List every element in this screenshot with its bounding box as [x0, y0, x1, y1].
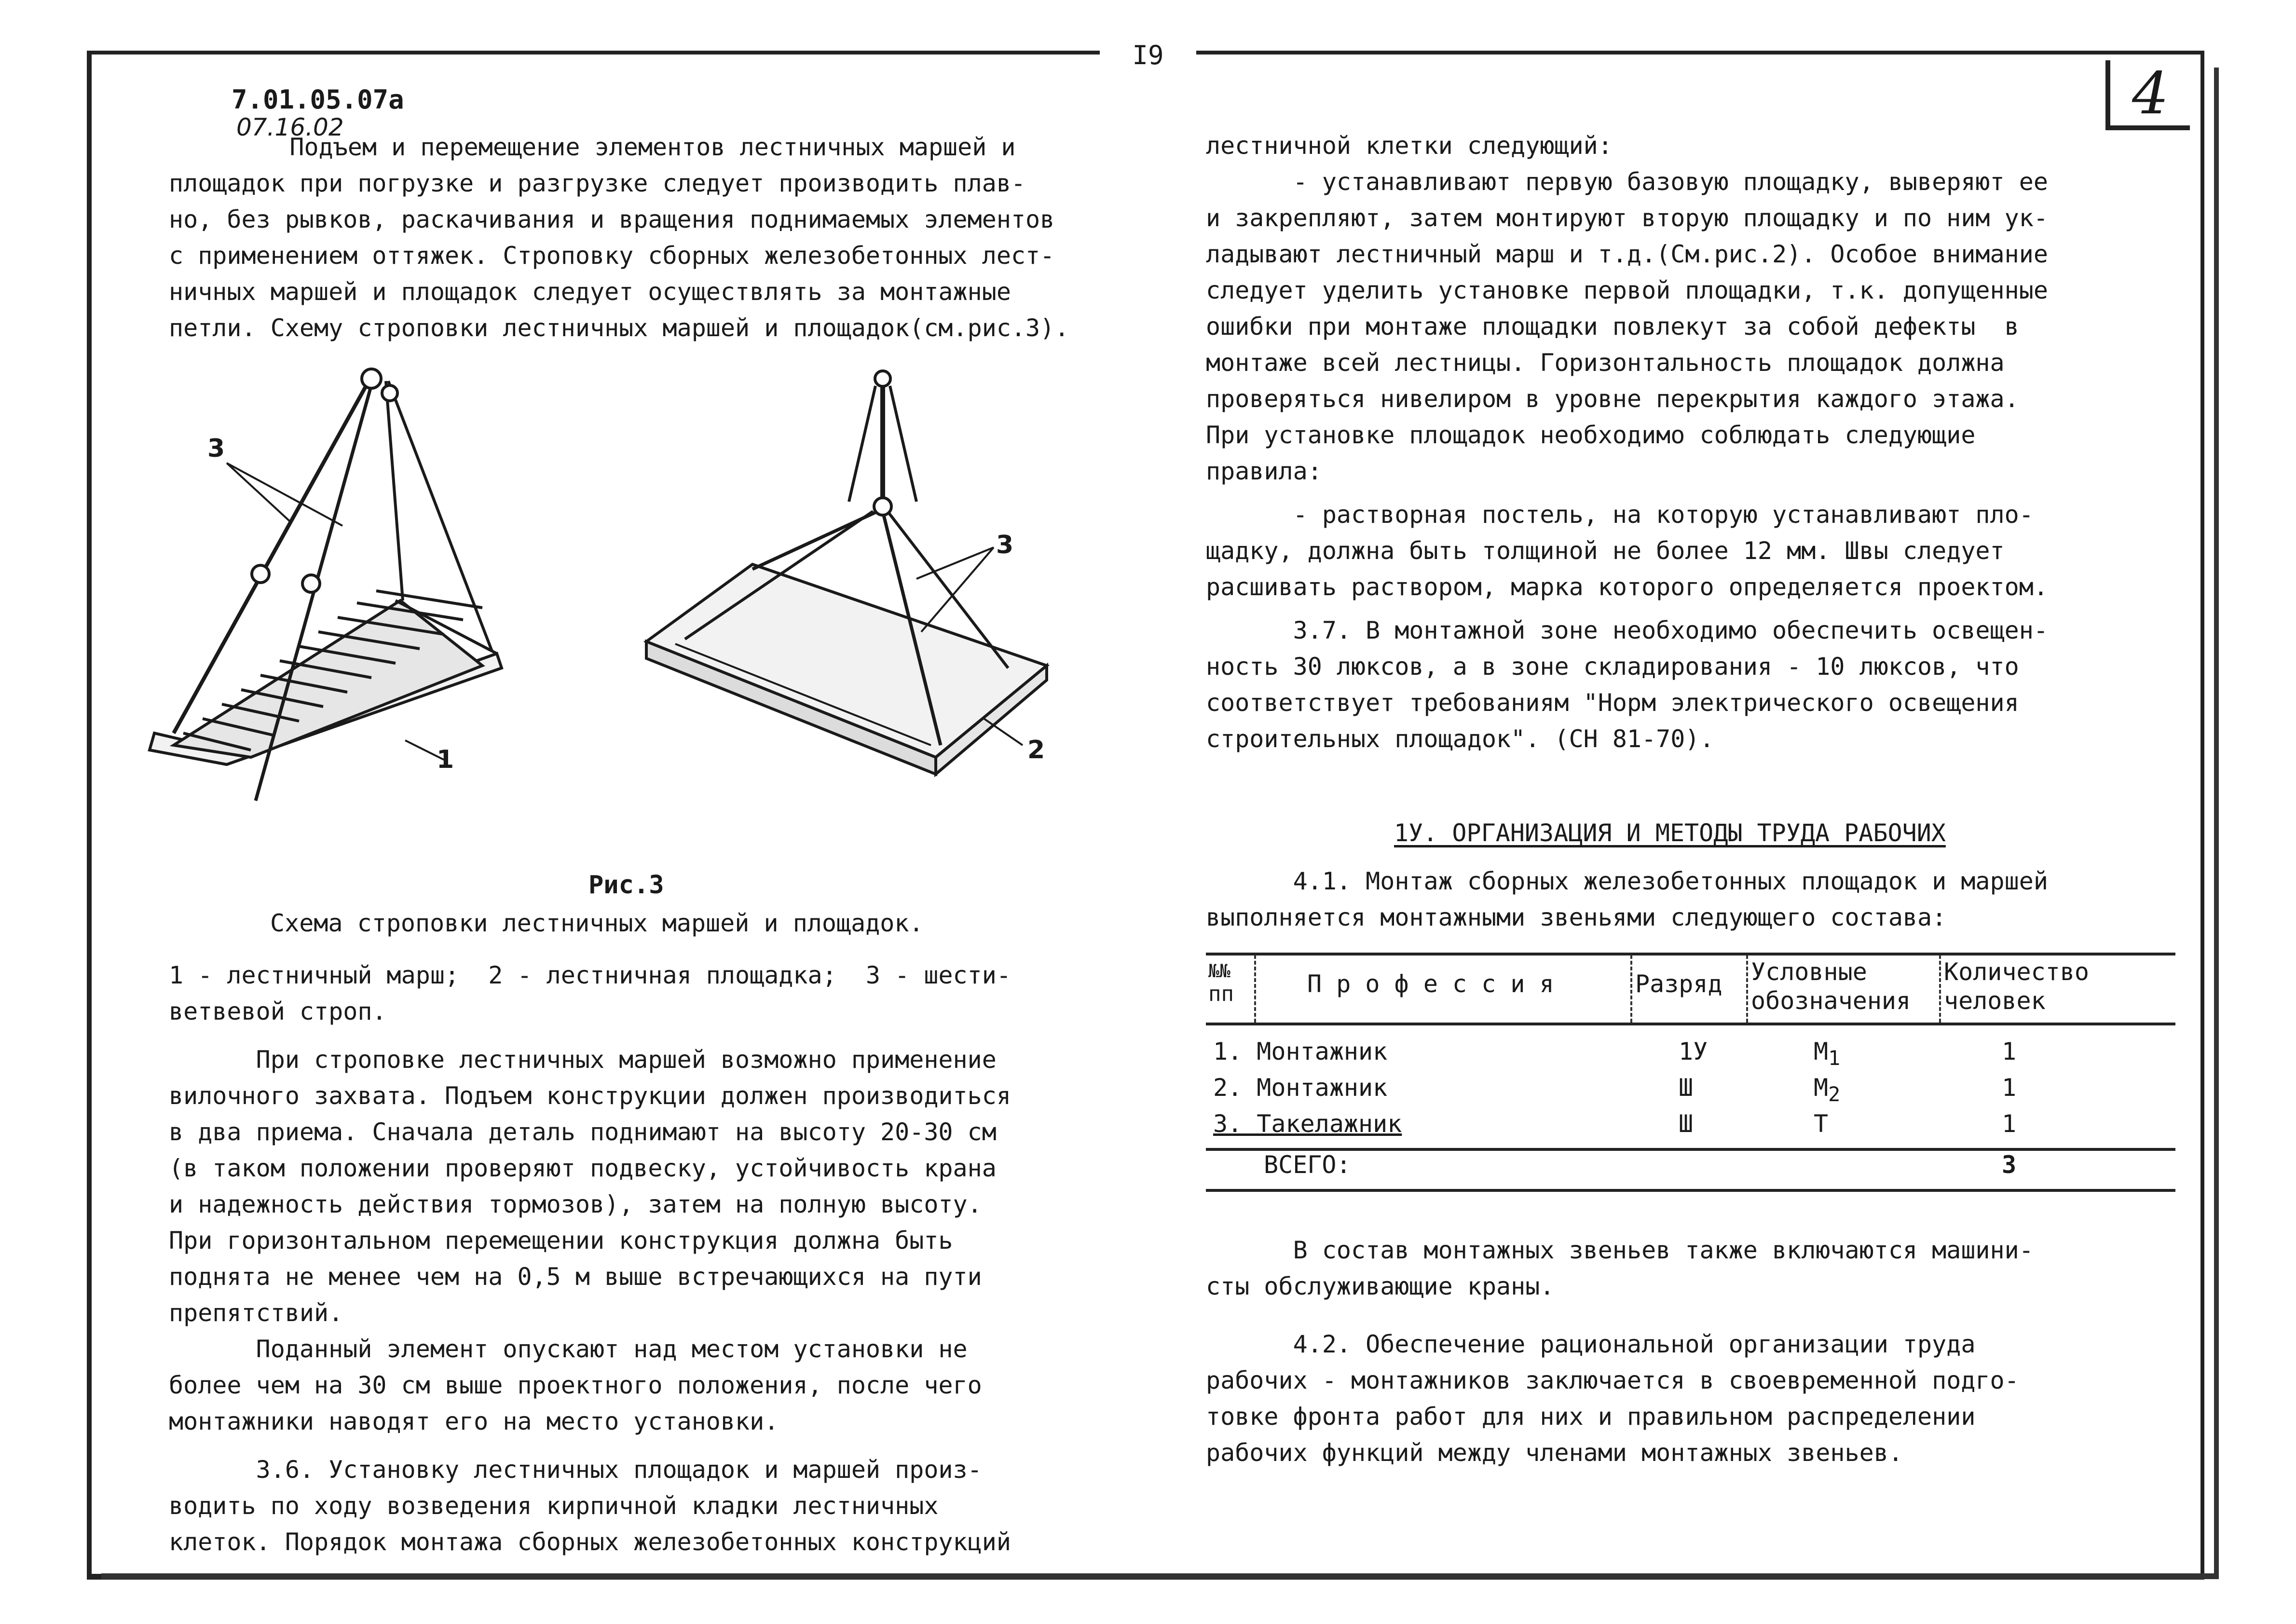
landing-drawing	[646, 371, 1047, 774]
text-line: 4.1. Монтаж сборных железобетонных площадок и маршей	[1206, 867, 2048, 895]
text-line: рабочих - монтажников заключается в своевременной подго-	[1206, 1366, 2019, 1394]
text-line: лестничной клетки следующий:	[1206, 132, 1613, 160]
table-total-rule	[1206, 1148, 2175, 1151]
text-line: При установке площадок необходимо соблюдать следующие	[1206, 421, 1976, 449]
row-symbol	[1814, 1073, 1840, 1109]
text-line: поднята не менее чем на 0,5 м выше встречающихся на пути	[169, 1263, 982, 1291]
row-profession: 3. Такелажник	[1213, 1110, 1402, 1138]
text-line: - устанавливают первую базовую площадку, выверяют ее	[1206, 168, 2048, 196]
figure-caption: Схема строповки лестничных маршей и площадок.	[270, 909, 924, 937]
text-line: - растворная постель, на которую устанавливают пло-	[1206, 501, 2034, 529]
text-line: ладывают лестничный марш и т.д.(См.рис.2). Особое внимание	[1206, 240, 2048, 268]
symbol-subscript: 1	[1828, 1046, 1841, 1070]
table-bottom-rule	[1206, 1189, 2175, 1192]
header-symbol-line1: Условные	[1751, 958, 1867, 986]
stair-callout-label: 3	[207, 434, 225, 463]
table-header-rule	[1206, 1023, 2175, 1025]
symbol-subscript: 2	[1828, 1082, 1841, 1106]
text-line: В состав монтажных звеньев также включаются машини-	[1206, 1236, 2034, 1264]
text-line: (в таком положении проверяют подвеску, устойчивость крана	[169, 1154, 997, 1182]
text-line: следует уделить установке первой площадки, т.к. допущенные	[1206, 276, 2048, 304]
symbol-letter: Т	[1814, 1110, 1829, 1138]
row-grade: Ш	[1679, 1074, 1694, 1102]
row-symbol	[1814, 1109, 1828, 1145]
row-grade: 1У	[1679, 1037, 1708, 1065]
header-profession: П р о ф е с с и я	[1307, 970, 1554, 998]
figure-legend-line: 1 - лестничный марш; 2 - лестничная площадка; 3 - шести-	[169, 961, 1011, 989]
figure-legend-line: ветвевой строп.	[169, 997, 387, 1025]
row-qty: 1	[2002, 1110, 2017, 1138]
header-qty-line1: Количество	[1944, 958, 2090, 986]
text-line: площадок при погрузке и разгрузке следует производить плав-	[169, 169, 1026, 197]
text-line: в два приема. Сначала деталь поднимают на высоту 20-30 см	[169, 1118, 997, 1146]
text-line: ничных маршей и площадок следует осуществлять за монтажные	[169, 278, 1011, 306]
text-line: более чем на 30 см выше проектного положения, после чего	[169, 1371, 982, 1399]
symbol-letter: М	[1814, 1037, 1829, 1065]
text-line: Подъем и перемещение элементов лестничных маршей и	[232, 133, 1016, 161]
figure-title: Рис.3	[588, 871, 664, 900]
text-line: и надежность действия тормозов), затем на полную высоту.	[169, 1190, 982, 1218]
corner-number: 4	[2132, 60, 2169, 127]
header-num-line1: №№	[1208, 960, 1230, 982]
header-qty-line2: человек	[1944, 987, 2046, 1015]
header-symbol-line2: обозначения	[1751, 987, 1911, 1015]
text-line: щадку, должна быть толщиной не более 12 мм. Швы следует	[1206, 537, 2005, 565]
text-line: проверяться нивелиром в уровне перекрытия каждого этажа.	[1206, 385, 2019, 413]
row-qty: 1	[2002, 1037, 2017, 1065]
platform-callout-label: 3	[996, 531, 1014, 560]
text-line: 4.2. Обеспечение рациональной организации труда	[1206, 1330, 1976, 1358]
table-col-divider	[1746, 955, 1748, 1023]
text-line: 3.7. В монтажной зоне необходимо обеспечить освещен-	[1206, 616, 2048, 644]
text-line: 3.6. Установку лестничных площадок и маршей произ-	[169, 1456, 982, 1484]
text-line: правила:	[1206, 457, 1322, 485]
symbol-letter: М	[1814, 1074, 1829, 1102]
document-code: 7.01.05.07а	[232, 84, 404, 115]
text-line: вилочного захвата. Подъем конструкции должен производиться	[169, 1082, 1011, 1110]
section-heading: 1У. ОРГАНИЗАЦИЯ И МЕТОДЫ ТРУДА РАБОЧИХ	[1394, 819, 1946, 847]
text-line: товке фронта работ для них и правильном распределении	[1206, 1403, 1976, 1431]
text-line: сты обслуживающие краны.	[1206, 1272, 1555, 1300]
row-grade: Ш	[1679, 1110, 1694, 1138]
table-col-divider	[1254, 955, 1256, 1023]
total-label: ВСЕГО:	[1264, 1151, 1351, 1179]
text-line: выполняется монтажными звеньями следующего состава:	[1206, 903, 1947, 931]
row-profession: 1. Монтажник	[1213, 1037, 1388, 1065]
header-grade: Разряд	[1635, 970, 1722, 998]
text-line: ность 30 люксов, а в зоне складирования - 10 люксов, что	[1206, 653, 2019, 681]
table-top-rule	[1206, 953, 2175, 955]
text-line: клеток. Порядок монтажа сборных железобетонных конструкций	[169, 1528, 1011, 1556]
text-line: монтаже всей лестницы. Горизонтальность площадок должна	[1206, 349, 2005, 377]
text-line: строительных площадок". (СН 81-70).	[1206, 725, 1714, 753]
text-line: но, без рывков, раскачивания и вращения поднимаемых элементов	[169, 205, 1055, 233]
table-col-divider	[1939, 955, 1941, 1023]
text-line: петли. Схему строповки лестничных маршей и площадок(см.рис.3).	[169, 314, 1069, 342]
platform-number-label: 2	[1027, 736, 1045, 764]
text-line: препятствий.	[169, 1299, 343, 1327]
row-symbol	[1814, 1037, 1840, 1073]
row-profession: 2. Монтажник	[1213, 1074, 1388, 1102]
text-line: При горизонтальном перемещении конструкция должна быть	[169, 1227, 953, 1255]
total-qty: 3	[2002, 1151, 2017, 1179]
text-line: и закрепляют, затем монтируют вторую площадку и по ним ук-	[1206, 204, 2048, 232]
text-line: водить по ходу возведения кирпичной кладки лестничных	[169, 1492, 939, 1520]
header-num-line2: пп	[1208, 982, 1234, 1006]
stair-flight-drawing	[150, 369, 502, 801]
text-line: рабочих функций между членами монтажных звеньев.	[1206, 1439, 1903, 1467]
text-line: с применением оттяжек. Строповку сборных железобетонных лест-	[169, 242, 1055, 270]
page-number: I9	[1100, 34, 1196, 77]
row-qty: 1	[2002, 1074, 2017, 1102]
table-col-divider	[1630, 955, 1632, 1023]
text-line: соответствует требованиям "Норм электрического освещения	[1206, 689, 2019, 717]
document-date: 07.16.02	[236, 113, 344, 141]
text-line: При строповке лестничных маршей возможно применение	[169, 1046, 997, 1074]
text-line: монтажники наводят его на место установки.	[169, 1407, 779, 1435]
text-line: расшивать раствором, марка которого определяется проектом.	[1206, 573, 2048, 601]
stair-number-label: 1	[437, 745, 454, 774]
text-line: Поданный элемент опускают над местом установки не	[169, 1335, 968, 1363]
frame-shadow-bottom	[101, 1573, 2219, 1579]
text-line: ошибки при монтаже площадки повлекут за собой дефекты в	[1206, 313, 2019, 341]
